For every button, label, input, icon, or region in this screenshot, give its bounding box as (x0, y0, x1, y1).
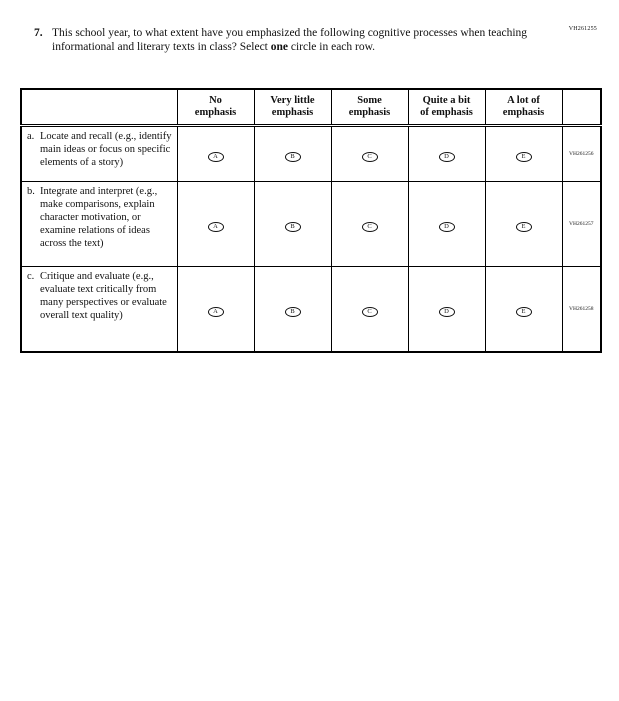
answer-oval[interactable]: E (516, 307, 532, 317)
row-label: Locate and recall (e.g., identify main ideas or focus on specific elements of a story) (40, 130, 172, 168)
row-label: Integrate and interpret (e.g., make comparisons, explain character motivation, or examine relations of ideas across the text) (40, 185, 158, 250)
header-empty-right (562, 89, 601, 125)
answer-oval[interactable]: C (362, 222, 378, 232)
header-a-lot-of-emphasis: A lot of emphasis (485, 89, 562, 125)
answer-oval[interactable]: B (285, 152, 301, 162)
question-7 (34, 27, 549, 54)
answer-oval[interactable]: A (208, 307, 224, 317)
answer-oval[interactable]: C (362, 152, 378, 162)
option-cell-quite-a-bit-of-emphasis (408, 266, 485, 352)
header-row (21, 89, 601, 125)
header-quite-a-bit-of-emphasis: Quite a bit of emphasis (408, 89, 485, 125)
option-cell-some-emphasis (331, 266, 408, 352)
row-code-cell (562, 125, 601, 181)
option-cell-no-emphasis (177, 125, 254, 181)
row-code-cell (562, 181, 601, 266)
question-text-part2: circle in each row. (288, 40, 376, 53)
row-letter: a. (27, 130, 35, 142)
option-cell-a-lot-of-emphasis (485, 266, 562, 352)
question-bold-word: one (270, 40, 288, 53)
option-cell-a-lot-of-emphasis (485, 181, 562, 266)
option-cell-very-little-emphasis (254, 266, 331, 352)
option-cell-quite-a-bit-of-emphasis (408, 125, 485, 181)
row-letter: c. (27, 270, 35, 282)
table-row-integrate-and-interpret (21, 181, 601, 266)
row-label: Critique and evaluate (e.g., evaluate text critically from many perspectives or evaluate overall text quality) (40, 270, 167, 322)
table-row-critique-and-evaluate (21, 266, 601, 352)
header-some-emphasis: Some emphasis (331, 89, 408, 125)
row-label-cell (21, 181, 177, 266)
option-cell-some-emphasis (331, 181, 408, 266)
row-code: VH261256 (569, 150, 594, 157)
answer-oval[interactable]: E (516, 152, 532, 162)
table-row-locate-and-recall (21, 125, 601, 181)
question-number: 7. (34, 27, 43, 39)
answer-oval[interactable]: A (208, 222, 224, 232)
row-label-cell (21, 266, 177, 352)
answer-oval[interactable]: B (285, 222, 301, 232)
row-letter: b. (27, 185, 35, 197)
option-cell-some-emphasis (331, 125, 408, 181)
answer-oval[interactable]: C (362, 307, 378, 317)
answer-oval[interactable]: D (439, 307, 455, 317)
answer-oval[interactable]: D (439, 222, 455, 232)
option-cell-quite-a-bit-of-emphasis (408, 181, 485, 266)
answer-oval[interactable]: E (516, 222, 532, 232)
option-cell-very-little-emphasis (254, 181, 331, 266)
question-text-part1: This school year, to what extent have you emphasized the following cognitive processes when teaching informational and literary texts in class? Select (52, 27, 528, 53)
option-cell-no-emphasis (177, 181, 254, 266)
emphasis-matrix-table (20, 88, 602, 353)
option-cell-a-lot-of-emphasis (485, 125, 562, 181)
row-code-cell (562, 266, 601, 352)
answer-oval[interactable]: B (285, 307, 301, 317)
row-code: VH261258 (569, 305, 594, 312)
header-very-little-emphasis: Very little emphasis (254, 89, 331, 125)
answer-oval[interactable]: D (439, 152, 455, 162)
answer-oval[interactable]: A (208, 152, 224, 162)
option-cell-no-emphasis (177, 266, 254, 352)
header-empty-left (21, 89, 177, 125)
row-label-cell (21, 125, 177, 181)
row-code: VH261257 (569, 220, 594, 227)
option-cell-very-little-emphasis (254, 125, 331, 181)
form-code: VH261255 (568, 26, 597, 32)
header-no-emphasis: No emphasis (177, 89, 254, 125)
question-text (52, 27, 549, 54)
